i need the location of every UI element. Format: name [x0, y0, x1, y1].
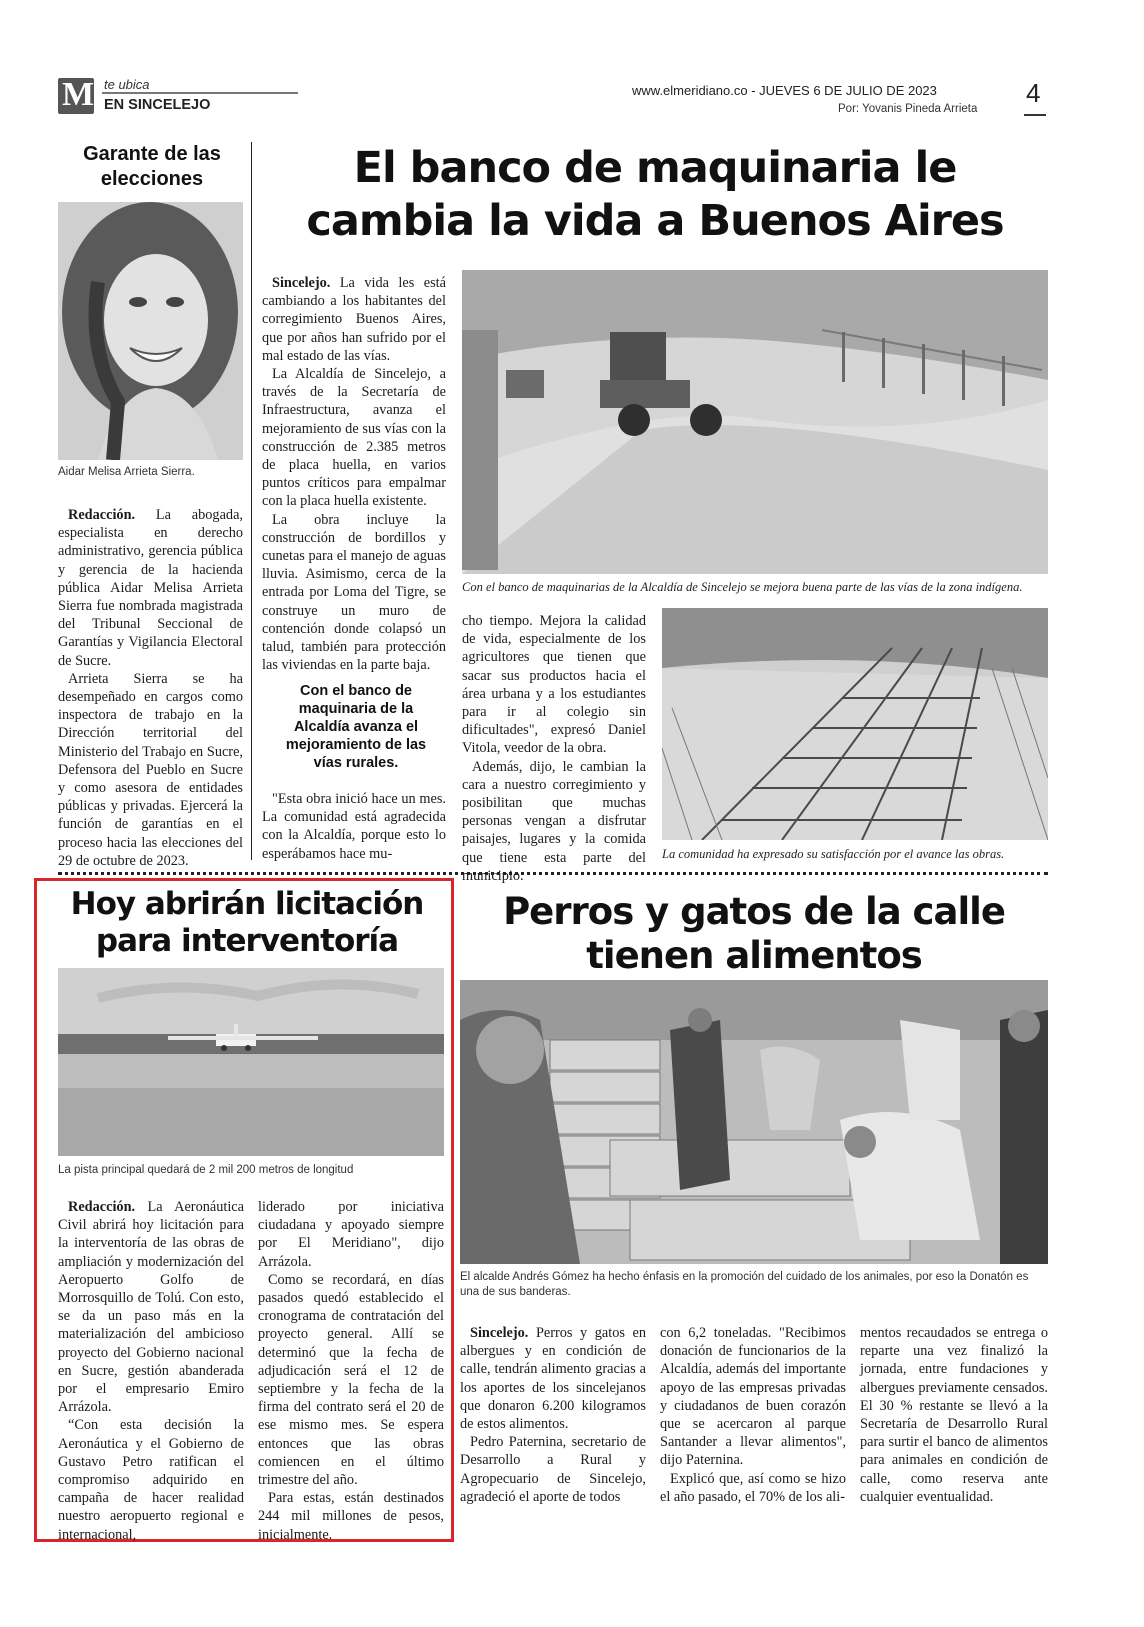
sidebar-p1: La abogada, especialista en derecho administrativo, gerencia pública y gerencia de la hacienda pública Aidar Melisa Arrieta Sierra fue nombrada magistrada del Tribunal Seccional de Garantías y Vigilancia Electoral de Sucre.	[58, 507, 243, 669]
pet-food-donation-photo	[460, 980, 1048, 1264]
airport-lead: Redacción.	[68, 1199, 136, 1215]
pull-quote: Con el banco de maquinaria de la Alcaldía avanza el mejoramiento de las vías rurales.	[285, 683, 427, 771]
main-headline-line2: cambia la vida a Buenos Aires	[306, 196, 1004, 246]
airport-headline-line2: para interventoría	[95, 923, 399, 959]
road-machinery-photo-art	[462, 270, 1048, 574]
animals-headline	[460, 890, 1048, 978]
main-headline-line1: El banco de maquinaria le	[353, 143, 957, 193]
section-separator	[58, 872, 1048, 875]
road-machinery-photo	[462, 270, 1048, 574]
portrait-photo-art	[58, 202, 243, 460]
portrait-caption: Aidar Melisa Arrieta Sierra.	[58, 466, 195, 478]
logo	[58, 78, 94, 114]
rebar-works-photo	[662, 608, 1048, 840]
animals-col1-p1: Perros y gatos en albergues y en condición de calle, tendrán alimento gracias a los aportes de los sincelejanos que donaron 6.200 kilogramos de estos alimentos.	[460, 1325, 646, 1433]
page-number-rule	[1024, 114, 1046, 116]
date-line: www.elmeridiano.co - JUEVES 6 DE JULIO DE 2023	[632, 83, 937, 98]
animals-col1	[460, 1324, 646, 1506]
section-name: EN SINCELEJO	[104, 97, 211, 113]
airport-headline	[48, 886, 446, 960]
main-col2	[462, 612, 646, 885]
main-paragraph	[262, 274, 446, 365]
main-col1-p4: "Esta obra inició hace un mes. La comunidad está agradecida con la Alcaldía, porque esto lo esperábamos hace mu-	[262, 791, 446, 862]
animals-col3-p1: mentos recaudados se entrega o reparte una vez finalizó la jornada, entre fundaciones y albergues previamente censados. El 30 % restante se llevó a la Secretaría de Desarrollo Rural para surtir el banco de alimentos para animales en condición de calle, como reserva ante cualquier eventualidad.	[860, 1325, 1048, 1505]
sidebar-title-line1: Garante de las	[83, 143, 221, 165]
airport-col2	[258, 1198, 444, 1544]
runway-photo	[58, 968, 444, 1156]
sidebar-title-line2: elecciones	[100, 168, 204, 190]
masthead	[58, 78, 1048, 118]
logo-letter: M	[62, 76, 93, 113]
main-col1-p1: La vida les está cambiando a los habitantes del corregimiento Buenos Aires, que por años han sufrido por el mal estado de las vías.	[262, 275, 446, 364]
airport-col2-p2: Como se recordará, en días pasados quedó establecido el cronograma de contratación del proyecto general. Allí se determinó que la fecha de adjudicación será el 12 de septiembre y la fecha de la firma del contrato será el 20 de ese mismo mes. Se espera entonces que las obras comiencen en el último trimestre del año.	[258, 1271, 444, 1489]
main-headline	[262, 142, 1048, 248]
animals-headline-line2: tienen alimentos	[586, 934, 922, 977]
animals-col3	[860, 1324, 1048, 1506]
animals-col2	[660, 1324, 846, 1506]
animals-col1-p2: Pedro Paternina, secretario de Desarrollo a Rural y Agropecuario de Sincelejo, agradeció el aporte de todos	[460, 1434, 646, 1505]
main-col1-p2: La Alcaldía de Sincelejo, a través de la Secretaría de Infraestructura, avanza el mejoramiento de sus vías con la construcción de 2.385 metros de placa huella, en varios puntos críticos para empalmar con la placa huella existente.	[262, 366, 446, 510]
section-rule	[102, 92, 298, 94]
page-number: 4	[1026, 78, 1041, 108]
sidebar-paragraph	[58, 506, 243, 670]
sidebar-body	[58, 506, 243, 870]
rebar-works-caption: La comunidad ha expresado su satisfacción por el avance las obras.	[662, 847, 1005, 861]
airport-col1-p2: “Con esta decisión la Aeronáutica y el Gobierno de Gustavo Petro ratifican el compromiso adquirido en campaña de hacer realidad nuestro aeropuerto regional e internacional,	[58, 1417, 244, 1543]
section-kicker: te ubica	[104, 77, 150, 92]
animals-paragraph	[460, 1324, 646, 1433]
main-lead: Sincelejo.	[272, 275, 331, 291]
portrait-photo	[58, 202, 243, 460]
main-col1-bottom	[262, 790, 446, 863]
runway-photo-art	[58, 968, 444, 1156]
main-col2-p2: Además, dijo, le cambian la cara a nuestro corregimiento y posibilitan que muchas personas vengan a disfrutar paisajes, lugares y la comida que tiene esta parte del municipio.	[462, 758, 646, 884]
rebar-works-photo-art	[662, 608, 1048, 840]
animals-col2-p2: Explicó que, así como se hizo el año pasado, el 70% de los ali-	[660, 1470, 846, 1505]
sidebar-lead: Redacción.	[68, 507, 136, 523]
sidebar-story	[58, 142, 246, 192]
runway-caption: La pista principal quedará de 2 mil 200 metros de longitud	[58, 1164, 354, 1176]
main-col1-p3: La obra incluye la construcción de bordillos y cunetas para el manejo de aguas lluvia. Asimismo, cerca de la entrada por Loma del Tigre, se construye un muro de contención donde colapsó un talud, también para protección las viviendas en la parte baja.	[262, 511, 446, 674]
main-col2-p1: cho tiempo. Mejora la calidad de vida, especialmente de los agricultores que tienen que sacar sus productos hacia el área urbana y a los estudiantes para ir al colegio sin dificultades", expresó Daniel Vitola, veedor de la obra.	[462, 613, 646, 757]
animals-lead: Sincelejo.	[470, 1325, 529, 1341]
airport-paragraph	[58, 1198, 244, 1416]
sidebar-p2: Arrieta Sierra se ha desempeñado en cargos como inspectora de trabajo en la Dirección territorial del Ministerio del Trabajo en Sucre, Defensora del Pueblo en Sucre y como asesora de entidades públicas y privadas. Ejercerá la función de garantías en el proceso hacia las elecciones del 29 de octubre de 2023.	[58, 670, 243, 869]
airport-col1-p1: La Aeronáutica Civil abrirá hoy licitación para la interventoría de las obras de ampliación y modernización del Aeropuerto Golfo de Morrosquillo de Tolú. Con esto, se da un paso más en la materialización del ambicioso proyecto del Gobierno nacional en Sucre, gestión abanderada por el empresario Emiro Arrázola.	[58, 1199, 244, 1416]
animals-col2-p1: con 6,2 toneladas. "Recibimos donación de funcionarios de la Alcaldía, además del importante apoyo de las empresas privadas y ciudadanos de buen corazón que se acercaron al parque Santander a llevar alimentos", dijo Paternina.	[660, 1325, 846, 1469]
road-machinery-caption: Con el banco de maquinarias de la Alcaldía de Sincelejo se mejora buena parte de las vías de la zona indígena.	[462, 580, 1023, 594]
airport-col2-p3: Para estas, están destinados 244 mil millones de pesos, inicialmente.	[258, 1490, 444, 1543]
airport-headline-line1: Hoy abrirán licitación	[70, 886, 424, 922]
animals-headline-line1: Perros y gatos de la calle	[503, 890, 1005, 933]
airport-col1	[58, 1198, 244, 1544]
airport-col2-p1: liderado por iniciativa ciudadana y apoyado siempre por El Meridiano", dijo Arrázola.	[258, 1199, 444, 1270]
main-col1	[262, 274, 446, 674]
pet-food-donation-photo-art	[460, 980, 1048, 1264]
column-rule	[251, 142, 252, 860]
byline: Por: Yovanis Pineda Arrieta	[838, 103, 978, 115]
pet-food-donation-caption: El alcalde Andrés Gómez ha hecho énfasis en la promoción del cuidado de los animales, por eso la Donatón es una de sus banderas.	[460, 1271, 1029, 1298]
sidebar-title	[58, 142, 246, 192]
